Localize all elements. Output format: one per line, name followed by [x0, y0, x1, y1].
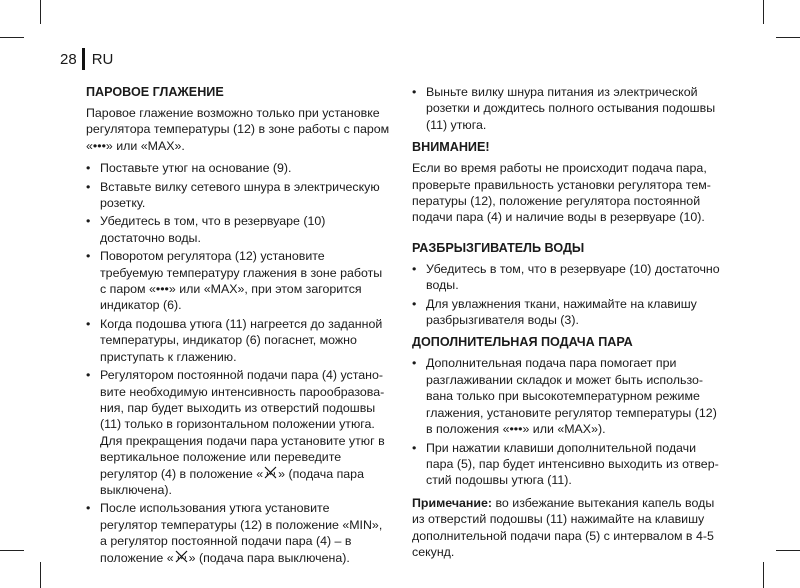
- list-item: • Для увлажнения ткани, нажимайте на клавишу разбрызгивателя воды (3).: [412, 296, 722, 329]
- section-heading-steam-boost: ДОПОЛНИТЕЛЬНАЯ ПОДАЧА ПАРА: [412, 335, 633, 350]
- list-item: • Дополнительная подача пара помогает при разглаживании складок и может быть использо-вана только при высокотемпературном режиме глажения, установите регулятор температуры (12) в положения «•••» или «MAX»).: [412, 355, 722, 437]
- steam-intro: Паровое глажение возможно только при установке регулятора температуры (12) в зоне работы с паром «•••» или «MAX».: [86, 106, 390, 153]
- list-item: • При нажатии клавиши дополнительной подачи пара (5), пар будет интенсивно выходить из отвер-стий подошвы утюга (11).: [412, 440, 722, 489]
- crop-mark: [40, 562, 41, 588]
- warning-heading: ВНИМАНИЕ!: [412, 140, 490, 155]
- list-item: • Поворотом регулятора (12) установите требуемую температуру глажения в зоне работы с паром «•••» или «MAX», при этом загорится индикатор (6).: [86, 248, 390, 314]
- crop-mark: [776, 550, 800, 551]
- language-code: RU: [91, 50, 114, 68]
- list-item: • Поставьте утюг на основание (9).: [86, 160, 390, 176]
- list-item: • Вставьте вилку сетевого шнура в электрическую розетку.: [86, 179, 390, 212]
- list-item: • Убедитесь в том, что в резервуаре (10) достаточно воды.: [86, 213, 390, 246]
- note: [412, 495, 722, 561]
- steam-instructions-list: [86, 160, 390, 566]
- crop-mark: [763, 562, 764, 588]
- left-column: [86, 84, 390, 572]
- crop-mark: [0, 550, 24, 551]
- steam-off-icon: [174, 550, 189, 563]
- section-heading-steam-ironing: ПАРОВОЕ ГЛАЖЕНИЕ: [86, 85, 224, 99]
- steam-boost-list: [412, 355, 722, 488]
- note-label: Примечание:: [412, 495, 493, 510]
- right-column: [412, 84, 722, 566]
- sprayer-list: [412, 261, 722, 329]
- list-item: • Когда подошва утюга (11) нагреется до заданной температуры, индикатор (6) погаснет, можно приступать к глажению.: [86, 316, 390, 365]
- page-header: [60, 48, 113, 70]
- warning-text: Если во время работы не происходит подача пара, проверьте правильность установки регулятора тем-пературы (12), положение регулятора постоянной подачи пара (4) и наличие воды в резервуаре (10).: [412, 161, 711, 225]
- list-item: • Регулятором постоянной подачи пара (4) устано-вите необходимую интенсивность парообразова-ния, пар будет выходить из отверстий подошвы (11) только в горизонтальном положении утюга. Для прекращения подачи пара установите утюг в вертикальное положение или переведите регулятор (4) в положение « » (подача пара выключена).: [86, 367, 390, 498]
- page-number: 28: [60, 50, 77, 68]
- steam-off-icon: [263, 466, 278, 479]
- crop-mark: [40, 0, 41, 24]
- list-item: • Выньте вилку шнура питания из электрической розетки и дождитесь полного остывания подошвы (11) утюга.: [412, 84, 722, 133]
- list-item: • После использования утюга установите регулятор температуры (12) в положение «MIN», а регулятор постоянной подачи пара (4) – в положение « » (подача пара выключена).: [86, 500, 390, 566]
- crop-mark: [763, 0, 764, 24]
- crop-mark: [0, 37, 24, 38]
- list-item: • Убедитесь в том, что в резервуаре (10) достаточно воды.: [412, 261, 722, 294]
- note-text: во избежание вытекания капель воды из отверстий подошвы (11) нажимайте на клавишу дополнительной подачи пара (5) с интервалом в 4-5 секунд.: [412, 495, 715, 559]
- crop-mark: [776, 37, 800, 38]
- unplug-list: [412, 84, 722, 133]
- section-heading-sprayer: РАЗБРЫЗГИВАТЕЛЬ ВОДЫ: [412, 240, 585, 255]
- header-divider: [82, 48, 85, 70]
